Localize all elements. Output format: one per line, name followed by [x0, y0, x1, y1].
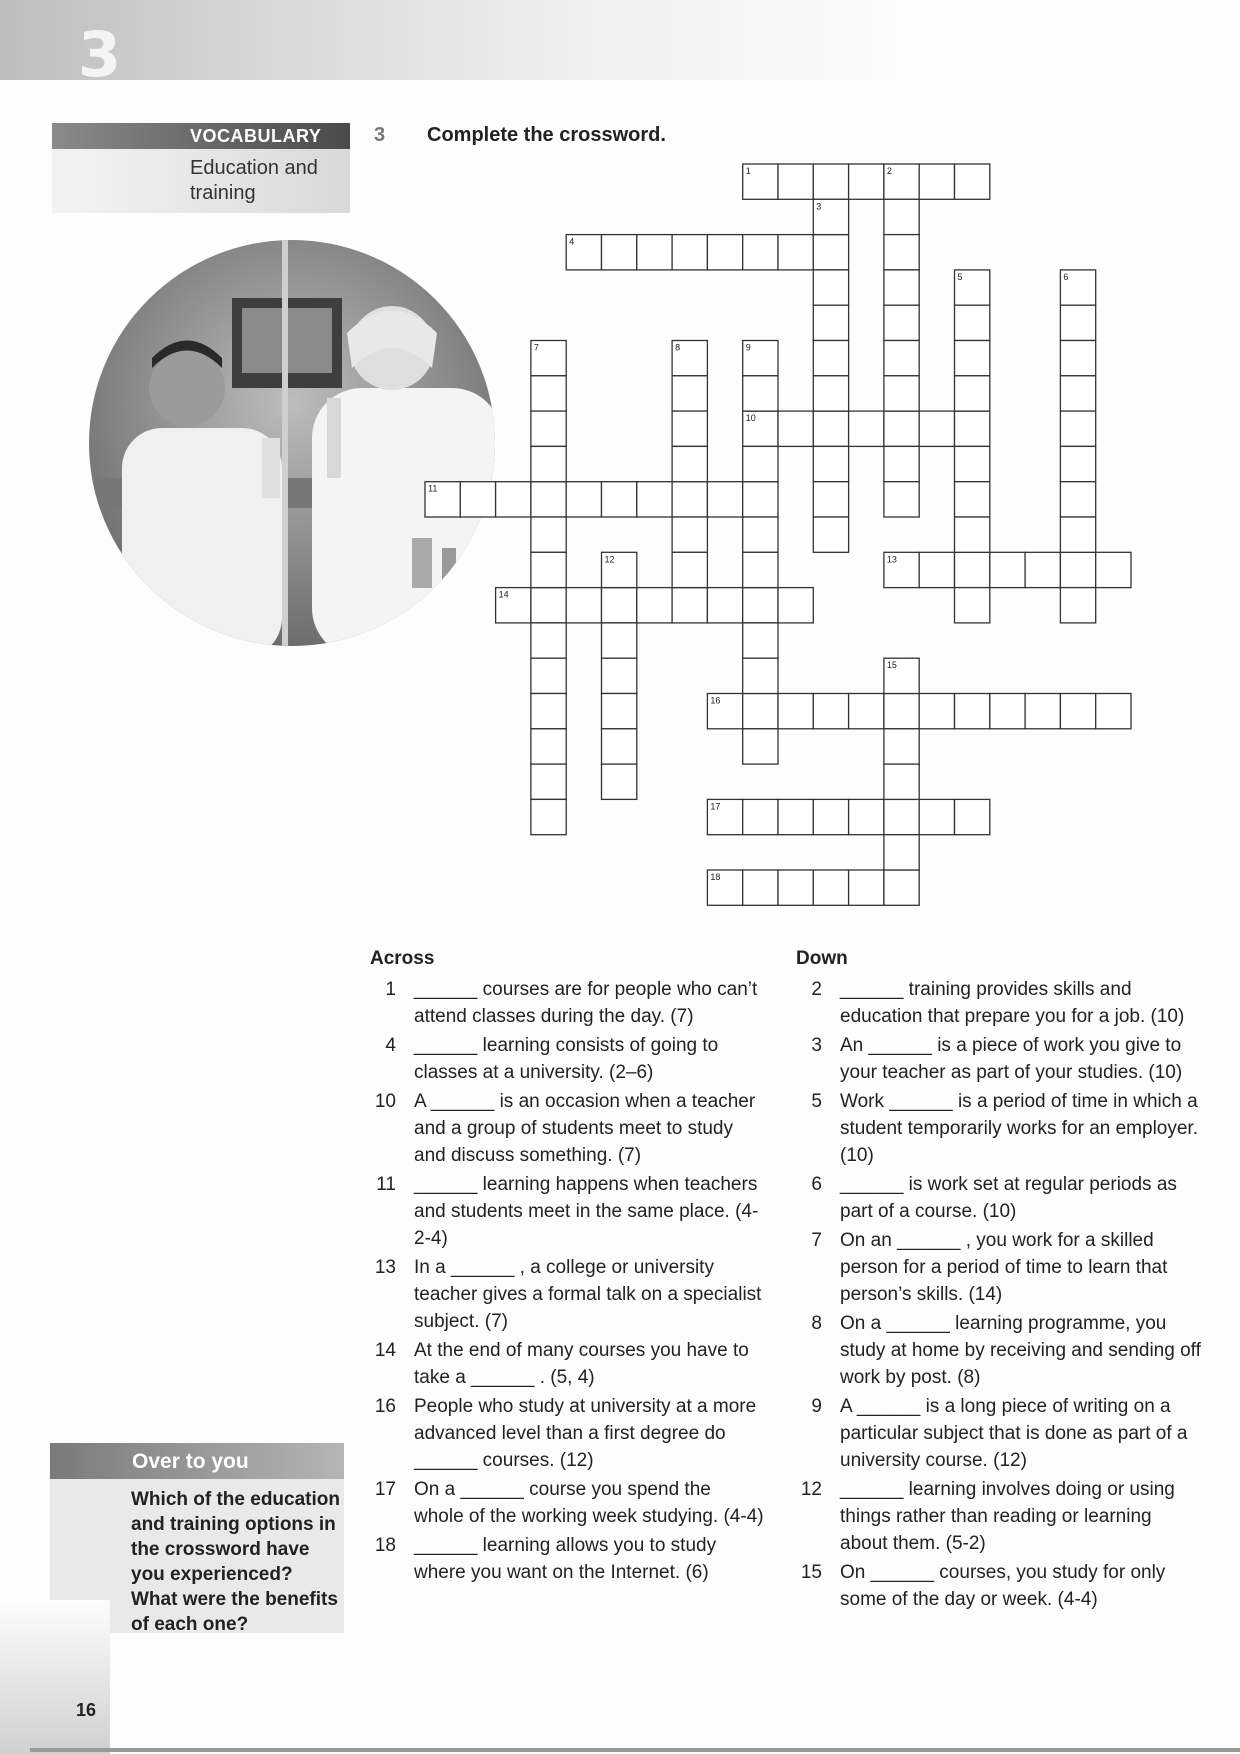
clue-number: 7 [811, 1230, 822, 1251]
crossword-cell[interactable] [813, 694, 848, 729]
crossword-cell[interactable] [778, 694, 813, 729]
clue-number: 11 [376, 1174, 396, 1195]
crossword-cell[interactable] [884, 870, 919, 905]
crossword-cell[interactable] [813, 446, 848, 481]
across-clue-10 [370, 1088, 765, 1169]
clue-number: 1 [385, 979, 396, 1000]
down-clue-15 [796, 1559, 1201, 1613]
crossword-cell[interactable] [743, 552, 778, 587]
across-clue-13 [370, 1254, 765, 1335]
crossword-cell[interactable] [884, 764, 919, 799]
crossword-cell[interactable] [531, 799, 566, 834]
clue-number: 15 [800, 1562, 822, 1583]
crossword-cell[interactable] [919, 411, 954, 446]
clue-number-label: 13 [886, 554, 897, 565]
crossword-cell[interactable] [919, 164, 954, 199]
crossword-cell[interactable] [743, 658, 778, 693]
page-corner-shade [0, 1600, 110, 1754]
crossword-cell[interactable] [460, 482, 495, 517]
crossword-cell[interactable] [955, 694, 990, 729]
crossword-cell[interactable] [884, 305, 919, 340]
crossword-cell[interactable] [1060, 305, 1095, 340]
crossword-cell[interactable] [955, 799, 990, 834]
down-clue-2 [796, 976, 1201, 1030]
crossword-cell[interactable] [849, 164, 884, 199]
crossword-cell[interactable] [1060, 517, 1095, 552]
clue-number-label: 10 [745, 413, 756, 424]
clue-number: 12 [800, 1479, 822, 1500]
across-clue-1 [370, 976, 765, 1030]
crossword-cell[interactable] [884, 835, 919, 870]
page-number: 16 [76, 1700, 97, 1720]
crossword-cell[interactable] [1096, 552, 1131, 587]
unit-number: 3 [78, 18, 122, 91]
crossword-cell[interactable] [531, 411, 566, 446]
crossword-cell[interactable] [1025, 552, 1060, 587]
clue-text: ______ learning happens when teachers and students meet in the same place. (4-2-4) [414, 1174, 759, 1249]
crossword-cell[interactable] [955, 341, 990, 376]
over-to-you-text: Which of the education and training options in the crossword have you experienced? What were the benefits of each one? [131, 1489, 340, 1635]
clue-text: A ______ is a long piece of writing on a particular subject that is done as part of a university course. (12) [840, 1396, 1188, 1471]
crossword-cell[interactable] [955, 376, 990, 411]
down-clue-6 [796, 1171, 1201, 1225]
crossword-cell[interactable] [1025, 694, 1060, 729]
crossword-cell[interactable] [531, 482, 566, 517]
clue-number-label: 8 [675, 342, 681, 353]
crossword-cell[interactable] [743, 446, 778, 481]
clue-number-label: 11 [428, 483, 438, 494]
crossword-cell[interactable] [778, 164, 813, 199]
crossword-cell[interactable] [884, 270, 919, 305]
crossword-cell[interactable] [778, 799, 813, 834]
clue-number: 13 [374, 1257, 396, 1278]
crossword-cell[interactable] [531, 376, 566, 411]
across-clue-11 [370, 1171, 765, 1252]
across-clue-14 [370, 1337, 765, 1391]
crossword-cell[interactable] [955, 411, 990, 446]
crossword-cell[interactable] [919, 799, 954, 834]
crossword-cell[interactable] [884, 376, 919, 411]
crossword-cell[interactable] [531, 588, 566, 623]
crossword-cell[interactable] [602, 482, 637, 517]
crossword-cell[interactable] [637, 235, 672, 270]
crossword-cell[interactable] [602, 694, 637, 729]
crossword-cell[interactable] [1060, 694, 1095, 729]
crossword-cell[interactable] [778, 870, 813, 905]
crossword-cell[interactable] [884, 341, 919, 376]
crossword-cell[interactable] [1060, 411, 1095, 446]
crossword-cell[interactable] [813, 376, 848, 411]
clue-text: On a ______ course you spend the whole of the working week studying. (4-4) [414, 1479, 764, 1527]
crossword-cell[interactable] [990, 552, 1025, 587]
crossword-cell[interactable] [884, 235, 919, 270]
clue-number: 9 [811, 1396, 822, 1417]
crossword-cell[interactable] [566, 482, 601, 517]
crossword-cell[interactable] [813, 164, 848, 199]
crossword-cell[interactable] [955, 164, 990, 199]
clue-number-label: 18 [710, 872, 721, 882]
crossword-cell[interactable] [637, 482, 672, 517]
crossword-cell[interactable] [531, 623, 566, 658]
clue-number-label: 1 [745, 166, 751, 176]
crossword-cell[interactable] [672, 482, 707, 517]
clue-text: On ______ courses, you study for only some of the day or week. (4-4) [840, 1562, 1166, 1610]
down-clue-7 [796, 1227, 1201, 1308]
crossword-cell[interactable] [1060, 446, 1095, 481]
crossword-cell[interactable] [849, 411, 884, 446]
crossword-cell[interactable] [743, 482, 778, 517]
crossword-cell[interactable] [672, 517, 707, 552]
crossword-cell[interactable] [743, 799, 778, 834]
crossword-cell[interactable] [884, 729, 919, 764]
crossword-cell[interactable] [919, 694, 954, 729]
clue-number: 3 [811, 1035, 822, 1056]
bottom-rule [30, 1748, 1240, 1752]
crossword-cell[interactable] [743, 623, 778, 658]
over-to-you-title: Over to you [50, 1443, 344, 1479]
clue-number: 5 [811, 1091, 822, 1112]
down-clue-8 [796, 1310, 1201, 1391]
across-clue-17 [370, 1476, 765, 1530]
crossword-cell[interactable] [743, 870, 778, 905]
crossword-cell[interactable] [1060, 376, 1095, 411]
crossword-cell[interactable] [919, 552, 954, 587]
across-title: Across [370, 948, 435, 969]
clue-text: At the end of many courses you have to take a ______ . (5, 4) [414, 1340, 749, 1388]
crossword-cell[interactable] [707, 588, 742, 623]
crossword-cell[interactable] [531, 517, 566, 552]
crossword-cell[interactable] [849, 870, 884, 905]
crossword-cell[interactable] [531, 446, 566, 481]
crossword-cell[interactable] [813, 411, 848, 446]
crossword-cell[interactable] [990, 694, 1025, 729]
clue-text: Work ______ is a period of time in which a student temporarily works for an employer. (10) [840, 1091, 1198, 1166]
clue-number-label: 7 [533, 342, 539, 353]
crossword-cell[interactable] [743, 729, 778, 764]
down-clue-list [796, 976, 1201, 1615]
clue-text: ______ courses are for people who can’t attend classes during the day. (7) [414, 979, 758, 1027]
crossword-cell[interactable] [707, 482, 742, 517]
crossword-cell[interactable] [602, 588, 637, 623]
crossword-cell[interactable] [602, 658, 637, 693]
crossword-cell[interactable] [955, 482, 990, 517]
crossword-cell[interactable] [1060, 482, 1095, 517]
clue-number-label: 9 [745, 342, 751, 353]
crossword-cell[interactable] [778, 235, 813, 270]
crossword-cell[interactable] [602, 623, 637, 658]
clue-number: 2 [811, 979, 822, 1000]
crossword-cell[interactable] [531, 552, 566, 587]
crossword-cell[interactable] [955, 305, 990, 340]
crossword-cell[interactable] [813, 517, 848, 552]
crossword-cell[interactable] [849, 694, 884, 729]
crossword-cell[interactable] [531, 729, 566, 764]
down-clue-12 [796, 1476, 1201, 1557]
crossword-cell[interactable] [813, 799, 848, 834]
crossword-cell[interactable] [849, 799, 884, 834]
crossword-cell[interactable] [637, 588, 672, 623]
across-clue-18 [370, 1532, 765, 1586]
crossword-cell[interactable] [1060, 588, 1095, 623]
clue-number-label: 16 [710, 695, 721, 706]
crossword-cell[interactable] [1060, 552, 1095, 587]
across-clue-list [370, 976, 765, 1588]
crossword-cell[interactable] [884, 199, 919, 234]
topic-line-1: Education and [190, 157, 318, 179]
crossword-cell[interactable] [566, 588, 601, 623]
clue-number-label: 12 [604, 554, 615, 565]
crossword-cell[interactable] [813, 270, 848, 305]
crossword-cell[interactable] [707, 235, 742, 270]
crossword-cell[interactable] [743, 694, 778, 729]
crossword-cell[interactable] [743, 376, 778, 411]
crossword-cell[interactable] [602, 235, 637, 270]
clue-text: In a ______ , a college or university teacher gives a formal talk on a specialist subject. (7) [414, 1257, 762, 1332]
crossword-cell[interactable] [672, 411, 707, 446]
clue-number-label: 4 [569, 236, 575, 247]
clue-text: An ______ is a piece of work you give to your teacher as part of your studies. (10) [840, 1035, 1183, 1083]
exercise-instruction: Complete the crossword. [427, 124, 666, 146]
clue-text: ______ learning allows you to study where you want on the Internet. (6) [414, 1535, 717, 1583]
crossword-cell[interactable] [813, 305, 848, 340]
across-clue-4 [370, 1032, 765, 1086]
clue-text: People who study at university at a more advanced level than a first degree do ______ courses. (12) [414, 1396, 757, 1471]
crossword-cell[interactable] [743, 235, 778, 270]
clue-number-label: 17 [710, 801, 721, 812]
exercise-number: 3 [374, 124, 386, 146]
clue-number-label: 3 [816, 201, 822, 212]
clue-text: A ______ is an occasion when a teacher and a group of students meet to study and discuss something. (7) [414, 1091, 756, 1166]
clue-number: 14 [374, 1340, 396, 1361]
clue-number-label: 2 [886, 166, 892, 176]
crossword-cell[interactable] [778, 411, 813, 446]
crossword-cell[interactable] [743, 588, 778, 623]
crossword-cell[interactable] [955, 446, 990, 481]
vocabulary-label: VOCABULARY [52, 123, 350, 149]
clue-number: 17 [374, 1479, 396, 1500]
down-clue-9 [796, 1393, 1201, 1474]
crossword-cell[interactable] [672, 446, 707, 481]
clue-number-label: 14 [498, 589, 509, 600]
down-clue-5 [796, 1088, 1201, 1169]
crossword-cell[interactable] [884, 694, 919, 729]
crossword-cell[interactable] [531, 764, 566, 799]
crossword-cell[interactable] [778, 588, 813, 623]
clue-number-label: 15 [886, 660, 897, 671]
crossword-cell[interactable] [813, 341, 848, 376]
crossword-cell[interactable] [813, 870, 848, 905]
down-title: Down [796, 948, 848, 969]
clue-text: ______ training provides skills and education that prepare you for a job. (10) [840, 979, 1185, 1027]
crossword-cell[interactable] [813, 235, 848, 270]
crossword-cell[interactable] [531, 694, 566, 729]
clue-text: On an ______ , you work for a skilled person for a period of time to learn that person’s skills. (14) [840, 1230, 1168, 1305]
clue-text: On a ______ learning programme, you study at home by receiving and sending off work by post. (8) [840, 1313, 1201, 1388]
clue-number: 4 [385, 1035, 396, 1056]
crossword-cell[interactable] [672, 588, 707, 623]
crossword-cell[interactable] [602, 729, 637, 764]
crossword-cell[interactable] [955, 552, 990, 587]
topic-line-2: training [190, 182, 256, 204]
clue-text: ______ learning involves doing or using things rather than reading or learning about them. (5-2) [840, 1479, 1175, 1554]
crossword-cell[interactable] [1096, 694, 1131, 729]
crossword-cell[interactable] [813, 482, 848, 517]
clue-number: 8 [811, 1313, 822, 1334]
clue-text: ______ learning consists of going to classes at a university. (2–6) [414, 1035, 719, 1083]
clue-text: ______ is work set at regular periods as part of a course. (10) [840, 1174, 1177, 1222]
crossword-cell[interactable] [531, 658, 566, 693]
crossword-cell[interactable] [743, 517, 778, 552]
crossword-cell[interactable] [672, 376, 707, 411]
crossword-cell[interactable] [1060, 341, 1095, 376]
crossword-cell[interactable] [672, 235, 707, 270]
clue-number: 10 [374, 1091, 396, 1112]
clue-number: 16 [374, 1396, 396, 1417]
crossword-cell[interactable] [955, 588, 990, 623]
clue-number-label: 5 [957, 271, 963, 282]
down-clue-3 [796, 1032, 1201, 1086]
crossword-cell[interactable] [672, 552, 707, 587]
crossword-cell[interactable] [602, 764, 637, 799]
clue-number-label: 6 [1063, 271, 1069, 282]
crossword-cell[interactable] [884, 411, 919, 446]
clue-number: 18 [374, 1535, 396, 1556]
crossword-cell[interactable] [496, 482, 531, 517]
crossword-cell[interactable] [884, 446, 919, 481]
crossword-cell[interactable] [884, 799, 919, 834]
crossword-cell[interactable] [884, 482, 919, 517]
clue-number: 6 [811, 1174, 822, 1195]
across-clue-16 [370, 1393, 765, 1474]
crossword-cell[interactable] [955, 517, 990, 552]
